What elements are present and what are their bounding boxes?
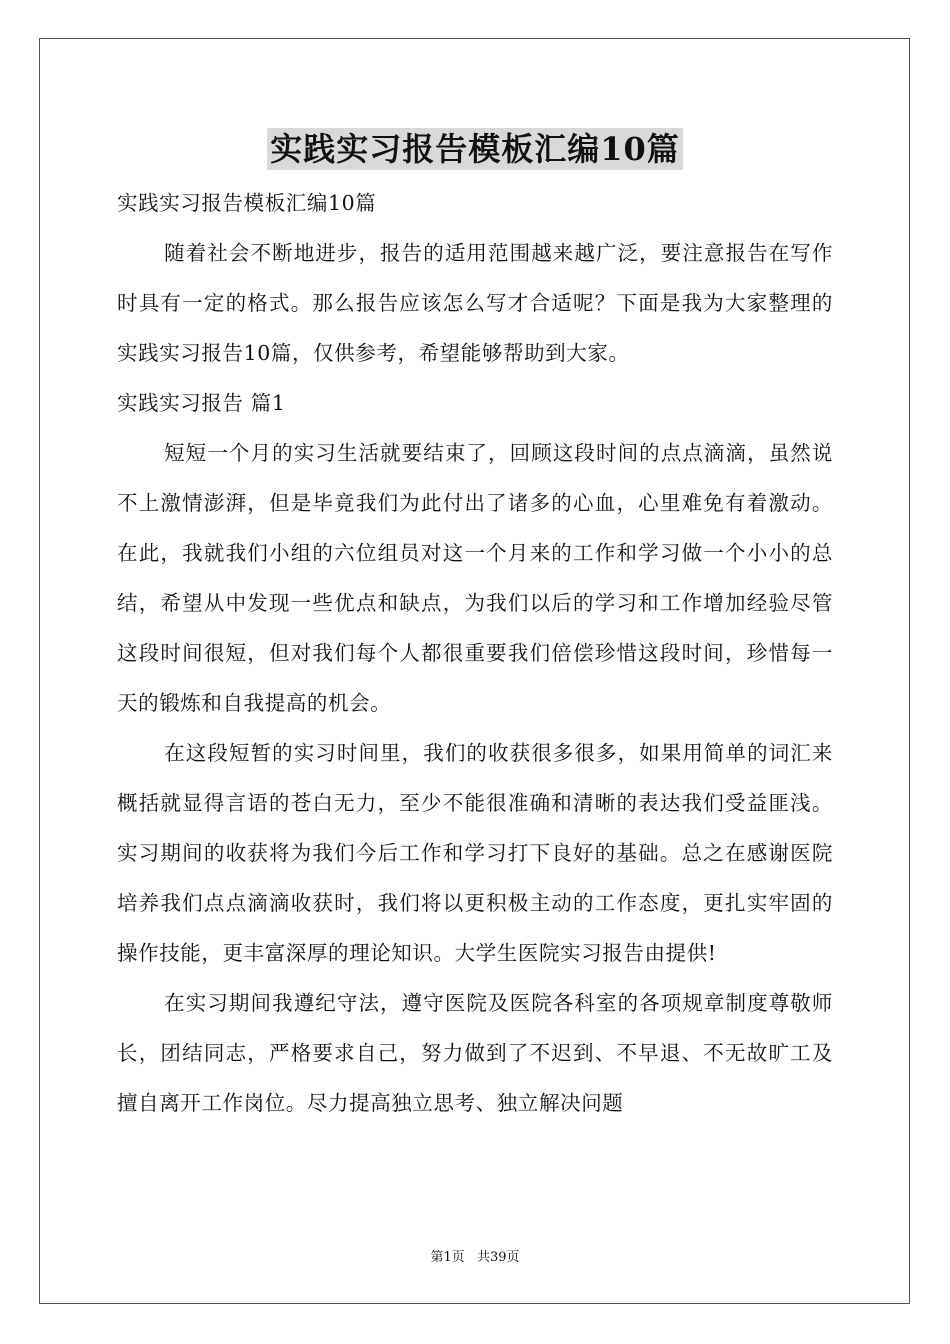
paragraph: 在这段短暂的实习时间里，我们的收获很多很多，如果用简单的词汇来概括就显得言语的苍白无力，至少不能很准确和清晰的表达我们受益匪浅。实习期间的收获将为我们今后工作和学习打下良好的基础。总之在感谢医院培养我们点点滴滴收获时，我们将以更积极主动的工作态度，更扎实牢固的操作技能，更丰富深厚的理论知识。大学生医院实习报告由提供! (117, 741, 833, 965)
document-title: 实践实习报告模板汇编10篇 (267, 128, 683, 170)
paragraph: 随着社会不断地进步，报告的适用范围越来越广泛，要注意报告在写作时具有一定的格式。那么报告应该怎么写才合适呢？下面是我为大家整理的实践实习报告10篇，仅供参考，希望能够帮助到大家。 (117, 241, 833, 365)
page-total: 共39页 (476, 1250, 520, 1265)
document-body (117, 178, 833, 1128)
page-footer (0, 1246, 950, 1265)
title-container (0, 128, 950, 170)
paragraph: 实践实习报告模板汇编10篇 (117, 191, 377, 215)
section-heading: 实践实习报告 篇1 (117, 391, 286, 415)
page-number: 第1页 (430, 1250, 465, 1265)
paragraph: 在实习期间我遵纪守法，遵守医院及医院各科室的各项规章制度尊敬师长，团结同志，严格要求自己，努力做到了不迟到、不早退、不无故旷工及擅自离开工作岗位。尽力提高独立思考、独立解决问题 (117, 991, 833, 1115)
paragraph: 短短一个月的实习生活就要结束了，回顾这段时间的点点滴滴，虽然说不上激情澎湃，但是毕竟我们为此付出了诸多的心血，心里难免有着激动。在此，我就我们小组的六位组员对这一个月来的工作和学习做一个小小的总结，希望从中发现一些优点和缺点，为我们以后的学习和工作增加经验尽管这段时间很短，但对我们每个人都很重要我们倍偿珍惜这段时间，珍惜每一天的锻炼和自我提高的机会。 (117, 441, 833, 715)
